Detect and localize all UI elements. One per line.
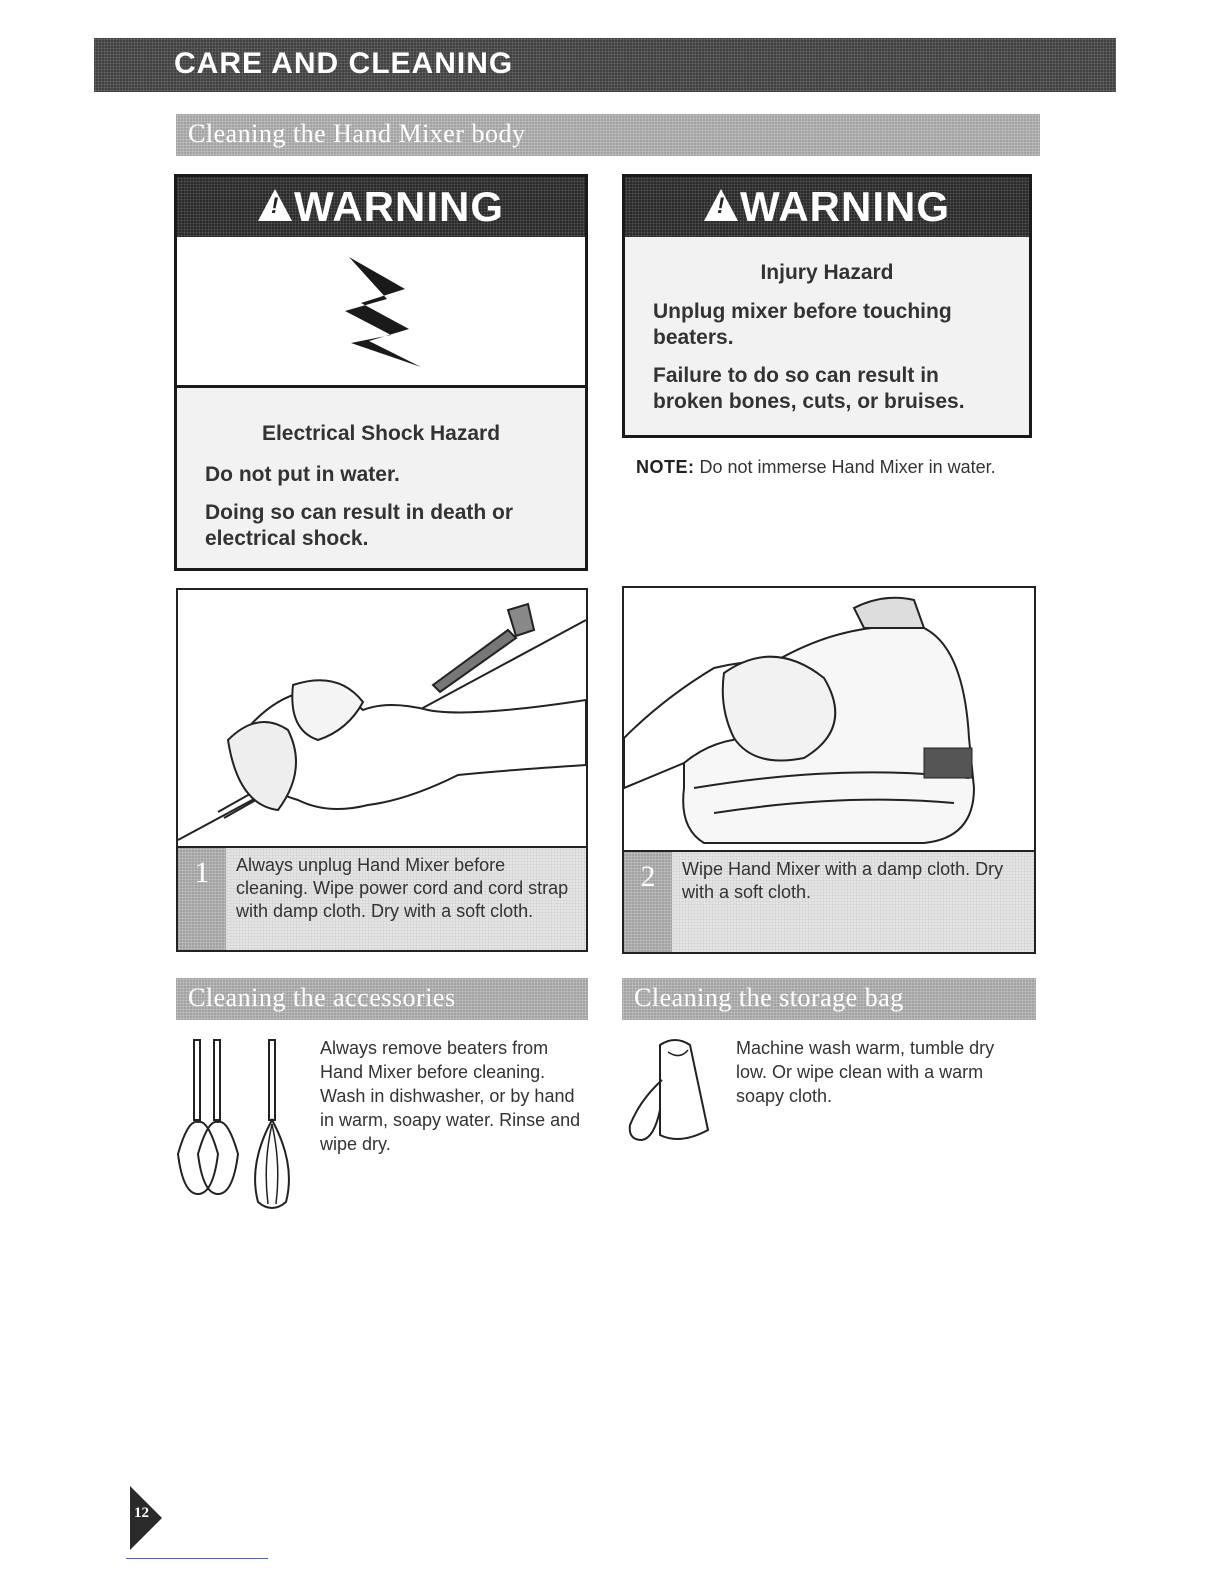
page-number: 12 — [134, 1505, 149, 1521]
warning-triangle-icon — [258, 189, 292, 221]
warning-instruction: Do not put in water. — [205, 463, 400, 486]
hazard-title: Electrical Shock Hazard — [261, 422, 501, 445]
warning-heading-bar — [625, 177, 1029, 237]
accessories-instructions: Always remove beaters from Hand Mixer before cleaning. Wash in dishwasher, or by hand in warm, soapy water. Rinse and wipe dry. — [320, 1038, 581, 1154]
warning-instruction: Unplug mixer before touching beaters. — [653, 300, 952, 349]
note-label: NOTE: — [636, 457, 695, 477]
warning-body — [177, 388, 585, 568]
storage-bag-instructions: Machine wash warm, tumble dry low. Or wipe clean with a warm soapy cloth. — [736, 1038, 995, 1106]
subsection-title: Cleaning the Hand Mixer body — [188, 119, 526, 148]
subsection-header-body — [176, 114, 1040, 156]
step-text: Always unplug Hand Mixer before cleaning. Wipe power cord and cord strap with damp cloth. Dry with a soft cloth. — [236, 855, 569, 921]
subsection-header-storage-bag — [622, 978, 1036, 1020]
step-2-panel — [622, 586, 1036, 954]
page-title: CARE AND CLEANING — [174, 47, 514, 80]
step-1-panel — [176, 588, 588, 952]
warning-box-electrical — [174, 174, 588, 571]
electrical-shock-icon — [177, 237, 585, 387]
section-header — [94, 38, 1116, 92]
warning-consequence: Doing so can result in death or electrical shock. — [205, 501, 514, 550]
warning-consequence: Failure to do so can result in broken bones, cuts, or bruises. — [653, 364, 965, 413]
step-number-badge — [624, 852, 672, 952]
note — [636, 454, 996, 480]
subsection-title: Cleaning the storage bag — [634, 983, 904, 1012]
step-number: 1 — [194, 856, 210, 889]
step-text: Wipe Hand Mixer with a damp cloth. Dry with a soft cloth. — [682, 859, 1004, 902]
warning-heading: WARNING — [740, 183, 950, 230]
subsection-title: Cleaning the accessories — [188, 983, 456, 1012]
wiping-cord-illustration — [178, 590, 586, 848]
subsection-header-accessories — [176, 978, 588, 1020]
step-number: 2 — [640, 860, 656, 893]
bottom-rule — [126, 1558, 268, 1559]
warning-triangle-icon — [704, 189, 738, 221]
wiping-mixer-illustration — [624, 588, 1034, 848]
warning-body — [625, 237, 1029, 435]
note-text: Do not immerse Hand Mixer in water. — [699, 457, 996, 477]
step-2-instruction — [624, 850, 1034, 952]
beaters-and-whisk-icon — [168, 1034, 318, 1214]
step-number-badge — [178, 848, 226, 950]
warning-heading-bar — [177, 177, 585, 237]
warning-heading: WARNING — [294, 183, 504, 230]
storage-bag-icon — [620, 1030, 730, 1150]
warning-box-injury — [622, 174, 1032, 438]
step-1-instruction — [178, 846, 586, 950]
hazard-title: Injury Hazard — [760, 261, 894, 284]
